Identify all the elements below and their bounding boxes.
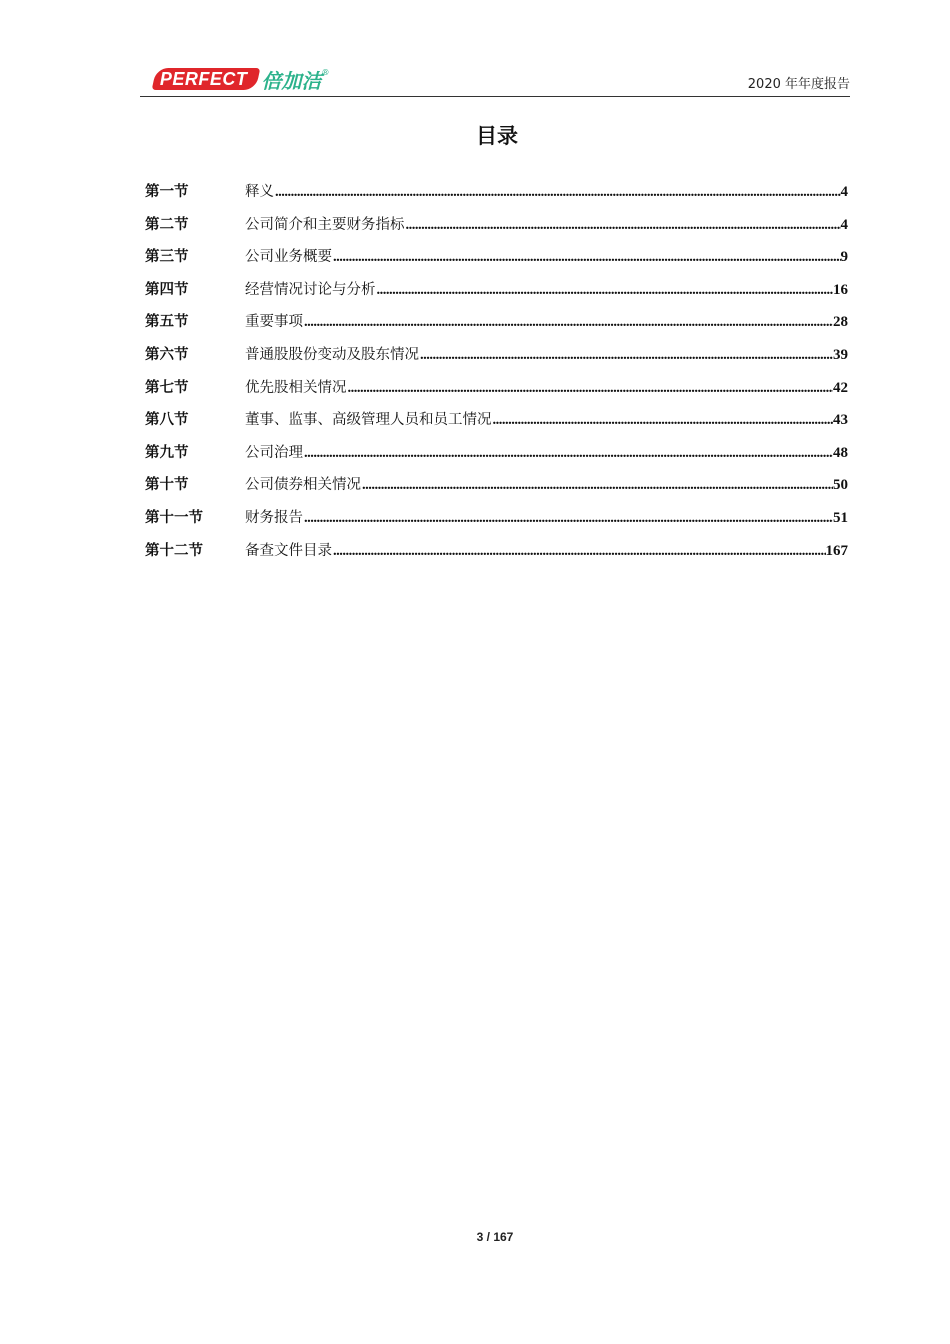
toc-heading: 目录 bbox=[476, 124, 518, 148]
toc-section-title[interactable]: 重要事项 bbox=[245, 314, 303, 331]
toc-section-title[interactable]: 优先股相关情况 bbox=[245, 379, 347, 396]
toc-page-number[interactable]: 43 bbox=[833, 412, 848, 429]
toc-entry[interactable] bbox=[145, 213, 848, 246]
toc-entry[interactable] bbox=[145, 245, 848, 278]
toc-section-title[interactable]: 经营情况讨论与分析 bbox=[245, 281, 376, 298]
toc-dot-leader bbox=[348, 380, 834, 397]
toc-section-number: 第二节 bbox=[145, 216, 189, 233]
toc-section-title[interactable]: 公司债券相关情况 bbox=[245, 477, 361, 494]
logo-chinese-name: 倍加洁 bbox=[261, 68, 322, 93]
toc-section-number: 第一节 bbox=[145, 184, 189, 200]
toc-entry[interactable] bbox=[145, 310, 848, 343]
toc-section-title[interactable]: 公司治理 bbox=[245, 444, 303, 461]
toc-section-number: 第九节 bbox=[145, 444, 189, 461]
toc-section-number: 第五节 bbox=[145, 314, 189, 331]
toc-entry[interactable] bbox=[145, 441, 848, 474]
toc-section-number: 第四节 bbox=[145, 281, 189, 298]
toc-page-number[interactable]: 4 bbox=[840, 184, 848, 200]
toc-section-title[interactable]: 公司简介和主要财务指标 bbox=[245, 216, 405, 233]
toc-section-number: 第六节 bbox=[145, 346, 189, 363]
toc-section-title[interactable]: 公司业务概要 bbox=[245, 249, 332, 266]
registered-mark: ® bbox=[321, 68, 330, 77]
report-title: 2020 年年度报告 bbox=[747, 77, 850, 92]
toc-dot-leader bbox=[304, 510, 833, 527]
toc-section-number: 第七节 bbox=[145, 379, 189, 396]
toc-page-number[interactable]: 48 bbox=[833, 444, 848, 461]
page-header bbox=[140, 60, 850, 97]
toc-dot-leader bbox=[362, 477, 833, 494]
toc-section-number: 第十节 bbox=[145, 477, 189, 494]
toc-page-number[interactable]: 51 bbox=[833, 509, 848, 526]
toc-section-title[interactable]: 释义 bbox=[245, 184, 274, 200]
toc-page-number[interactable]: 167 bbox=[825, 542, 848, 559]
toc-dot-leader bbox=[493, 412, 834, 429]
toc-section-number: 第十二节 bbox=[145, 542, 203, 559]
toc-entry[interactable] bbox=[145, 408, 848, 441]
toc-page-number[interactable]: 42 bbox=[833, 379, 848, 396]
toc-dot-leader bbox=[304, 314, 833, 331]
toc-dot-leader bbox=[377, 282, 834, 299]
toc-page-number[interactable]: 16 bbox=[833, 281, 848, 298]
company-logo bbox=[154, 66, 330, 92]
toc-section-title[interactable]: 董事、监事、高级管理人员和员工情况 bbox=[245, 412, 492, 429]
toc-page-number[interactable]: 4 bbox=[840, 216, 848, 233]
toc-section-number: 第十一节 bbox=[145, 509, 203, 526]
toc-entry[interactable] bbox=[145, 343, 848, 376]
toc-dot-leader bbox=[333, 249, 841, 266]
toc-dot-leader bbox=[420, 347, 833, 364]
toc-page-number[interactable]: 39 bbox=[833, 346, 848, 363]
toc-page-number[interactable]: 28 bbox=[833, 314, 848, 331]
toc-entry[interactable] bbox=[145, 278, 848, 311]
toc-section-number: 第三节 bbox=[145, 249, 189, 266]
page-number: 3 / 167 bbox=[476, 1230, 514, 1244]
toc-dot-leader bbox=[406, 217, 841, 234]
toc-section-title[interactable]: 财务报告 bbox=[245, 509, 303, 526]
toc-dot-leader bbox=[333, 543, 826, 560]
toc-entry[interactable] bbox=[145, 376, 848, 409]
table-of-contents bbox=[145, 180, 848, 571]
toc-dot-leader bbox=[275, 184, 841, 201]
toc-entry[interactable] bbox=[145, 473, 848, 506]
toc-page-number[interactable]: 9 bbox=[840, 249, 848, 266]
toc-section-title[interactable]: 普通股股份变动及股东情况 bbox=[245, 346, 419, 363]
toc-page-number[interactable]: 50 bbox=[833, 477, 848, 494]
toc-entry[interactable] bbox=[145, 539, 848, 572]
toc-section-number: 第八节 bbox=[145, 412, 189, 429]
toc-section-title[interactable]: 备查文件目录 bbox=[245, 542, 332, 559]
logo-text: PERFECT bbox=[160, 68, 248, 89]
logo-badge bbox=[152, 68, 260, 90]
toc-entry[interactable] bbox=[145, 180, 848, 213]
toc-dot-leader bbox=[304, 445, 833, 462]
toc-entry[interactable] bbox=[145, 506, 848, 539]
